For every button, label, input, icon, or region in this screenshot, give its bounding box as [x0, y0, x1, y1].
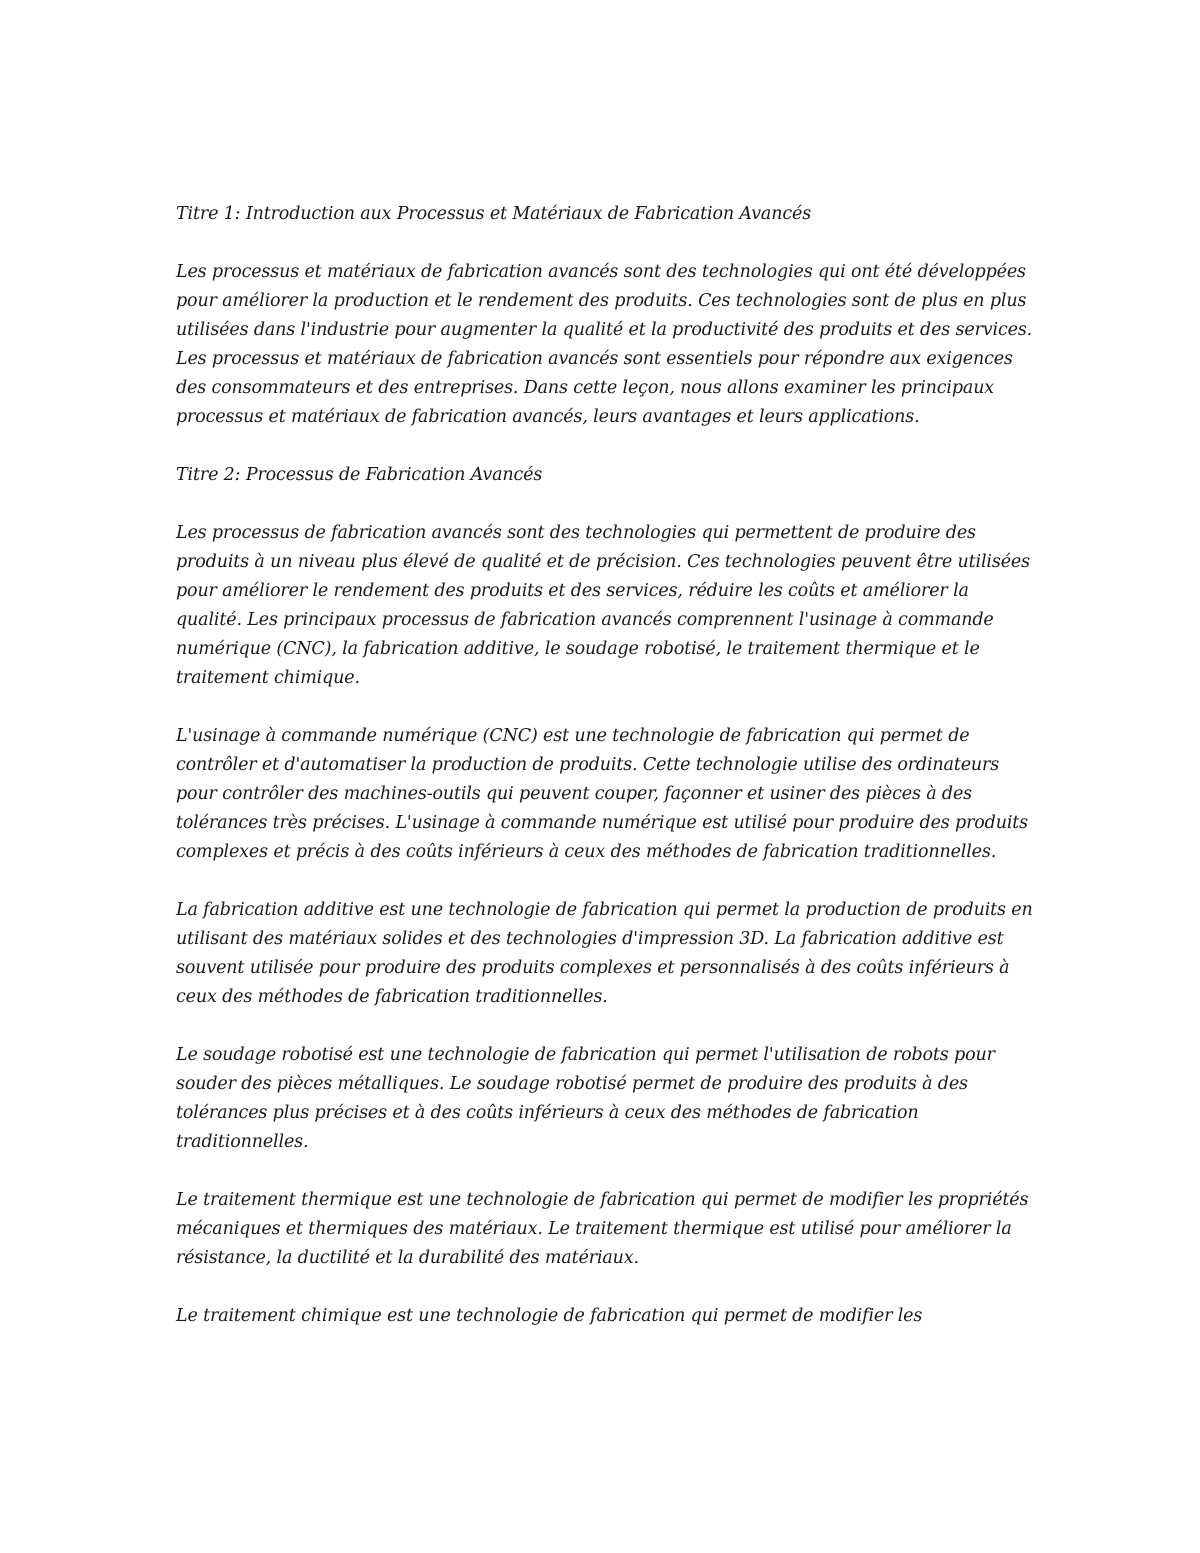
paragraph-advanced-processes: Les processus de fabrication avancés sont des technologies qui permettent de produire des produits à un niveau plus élevé de qualité et de précision. Ces technologies peuvent être utilisées pour améliorer le rendement des produits et des services, réduire les coûts et améliorer la qualité. Les principaux processus de fabrication avancés comprennent l'usinage à commande numérique (CNC), la fabrication additive, le soudage robotisé, le traitement thermique et le traitement chimique.: [176, 523, 1030, 688]
paragraph-additive-manufacturing: La fabrication additive est une technologie de fabrication qui permet la production de produits en utilisant des matériaux solides et des technologies d'impression 3D. La fabrication additive est souvent utilisée pour produire des produits complexes et personnalisés à des coûts inférieurs à ceux des méthodes de fabrication traditionnelles.: [176, 900, 1033, 1007]
heading-title-2: Titre 2: Processus de Fabrication Avancés: [176, 465, 543, 485]
document-body: [176, 200, 1036, 1331]
paragraph-chemical-treatment: Le traitement chimique est une technologie de fabrication qui permet de modifier les: [176, 1306, 923, 1326]
paragraph-cnc-machining: L'usinage à commande numérique (CNC) est une technologie de fabrication qui permet de contrôler et d'automatiser la production de produits. Cette technologie utilise des ordinateurs pour contrôler des machines-outils qui peuvent couper, façonner et usiner des pièces à des tolérances très précises. L'usinage à commande numérique est utilisé pour produire des produits complexes et précis à des coûts inférieurs à ceux des méthodes de fabrication traditionnelles.: [176, 726, 1029, 862]
heading-title-1: Titre 1: Introduction aux Processus et Matériaux de Fabrication Avancés: [176, 204, 812, 224]
paragraph-robotic-welding: Le soudage robotisé est une technologie de fabrication qui permet l'utilisation de robots pour souder des pièces métalliques. Le soudage robotisé permet de produire des produits à des tolérances plus précises et à des coûts inférieurs à ceux des méthodes de fabrication traditionnelles.: [176, 1045, 995, 1152]
paragraph-introduction: Les processus et matériaux de fabrication avancés sont des technologies qui ont été développées pour améliorer la production et le rendement des produits. Ces technologies sont de plus en plus utilisées dans l'industrie pour augmenter la qualité et la productivité des produits et des services. Les processus et matériaux de fabrication avancés sont essentiels pour répondre aux exigences des consommateurs et des entreprises. Dans cette leçon, nous allons examiner les principaux processus et matériaux de fabrication avancés, leurs avantages et leurs applications.: [176, 262, 1033, 427]
paragraph-heat-treatment: Le traitement thermique est une technologie de fabrication qui permet de modifier les propriétés mécaniques et thermiques des matériaux. Le traitement thermique est utilisé pour améliorer la résistance, la ductilité et la durabilité des matériaux.: [176, 1190, 1029, 1268]
